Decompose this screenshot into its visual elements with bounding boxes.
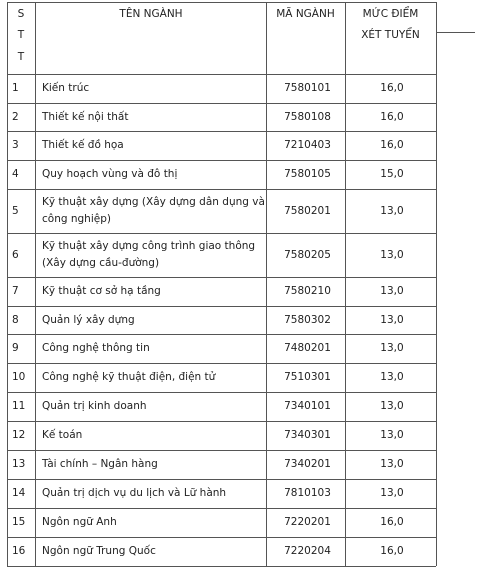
row-divider [7, 160, 436, 161]
row-score: 16,0 [380, 516, 404, 528]
col-line-score [436, 2, 437, 566]
row-name: Kỹ thuật cơ sở hạ tầng [42, 285, 161, 297]
row-stt: 12 [12, 429, 26, 441]
row-divider [7, 131, 436, 132]
row-divider [7, 508, 436, 509]
row-stt: 1 [12, 82, 19, 94]
col-line-stt [35, 2, 36, 566]
row-divider [7, 450, 436, 451]
header-stub-line [436, 32, 475, 33]
row-code: 7340201 [284, 458, 331, 470]
row-code: 7580205 [284, 249, 331, 261]
row-score: 13,0 [380, 487, 404, 499]
header-name: TÊN NGÀNH [119, 8, 183, 20]
row-score: 15,0 [380, 168, 404, 180]
row-stt: 9 [12, 342, 19, 354]
row-name: Công nghệ kỹ thuật điện, điện tử [42, 371, 216, 383]
col-line-code [345, 2, 346, 566]
row-code: 7510301 [284, 371, 331, 383]
row-name: Quản trị dịch vụ du lịch và Lữ hành [42, 487, 227, 499]
header-stt-letter-1: S [17, 8, 25, 20]
row-stt: 15 [12, 516, 26, 528]
table-border-bottom [7, 566, 436, 567]
row-stt: 4 [12, 168, 19, 180]
row-code: 7210403 [284, 139, 331, 151]
row-score: 13,0 [380, 285, 404, 297]
row-score: 16,0 [380, 111, 404, 123]
row-divider [7, 233, 436, 234]
header-stt-letter-2: T [17, 29, 25, 41]
row-score: 16,0 [380, 545, 404, 557]
row-divider [7, 306, 436, 307]
row-name: Kế toán [42, 429, 83, 441]
row-divider [7, 363, 436, 364]
row-stt: 2 [12, 111, 19, 123]
row-stt: 14 [12, 487, 26, 499]
row-divider [7, 392, 436, 393]
header-stt-letter-3: T [17, 51, 25, 63]
row-name: Công nghệ thông tin [42, 342, 150, 354]
table-border-top [7, 2, 436, 3]
row-score: 13,0 [380, 314, 404, 326]
row-score: 13,0 [380, 371, 404, 383]
row-code: 7580210 [284, 285, 331, 297]
row-code: 7580101 [284, 82, 331, 94]
row-divider [7, 277, 436, 278]
col-line-left [7, 2, 8, 566]
row-divider [7, 479, 436, 480]
row-divider [7, 537, 436, 538]
row-name: Kỹ thuật xây dựng (Xây dựng dân dụng và công nghiệp) [42, 196, 265, 225]
row-code: 7580105 [284, 168, 331, 180]
row-name: Tài chính – Ngân hàng [42, 458, 158, 470]
row-stt: 13 [12, 458, 26, 470]
row-name: Kiến trúc [42, 82, 90, 94]
row-name: Ngôn ngữ Trung Quốc [42, 545, 156, 557]
row-name: Thiết kế nội thất [42, 111, 129, 123]
row-code: 7480201 [284, 342, 331, 354]
row-stt: 7 [12, 285, 19, 297]
row-divider [7, 103, 436, 104]
row-name: Quản lý xây dựng [42, 314, 135, 326]
row-code: 7340101 [284, 400, 331, 412]
row-name: Thiết kế đồ họa [42, 139, 124, 151]
row-stt: 3 [12, 139, 19, 151]
row-divider [7, 421, 436, 422]
row-score: 13,0 [380, 400, 404, 412]
row-stt: 11 [12, 400, 26, 412]
row-score: 13,0 [380, 249, 404, 261]
row-code: 7810103 [284, 487, 331, 499]
row-score: 16,0 [380, 139, 404, 151]
row-divider [7, 334, 436, 335]
header-score-line2: XÉT TUYỂN [361, 29, 420, 41]
header-score-line1: MỨC ĐIỂM [362, 8, 419, 20]
row-stt: 16 [12, 545, 26, 557]
row-name: Quy hoạch vùng và đô thị [42, 168, 178, 180]
row-stt: 10 [12, 371, 26, 383]
header-divider [7, 74, 436, 75]
row-score: 13,0 [380, 458, 404, 470]
row-stt: 6 [12, 249, 19, 261]
row-score: 16,0 [380, 82, 404, 94]
row-code: 7580201 [284, 205, 331, 217]
row-code: 7580302 [284, 314, 331, 326]
row-code: 7220204 [284, 545, 331, 557]
row-code: 7580108 [284, 111, 331, 123]
row-code: 7340301 [284, 429, 331, 441]
row-name: Ngôn ngữ Anh [42, 516, 117, 528]
row-stt: 5 [12, 205, 19, 217]
row-score: 13,0 [380, 205, 404, 217]
header-code: MÃ NGÀNH [276, 8, 335, 20]
row-score: 13,0 [380, 429, 404, 441]
row-code: 7220201 [284, 516, 331, 528]
row-divider [7, 189, 436, 190]
row-score: 13,0 [380, 342, 404, 354]
row-name: Quản trị kinh doanh [42, 400, 147, 412]
row-stt: 8 [12, 314, 19, 326]
row-name: Kỹ thuật xây dựng công trình giao thông (Xây dựng cầu-đường) [42, 240, 256, 269]
